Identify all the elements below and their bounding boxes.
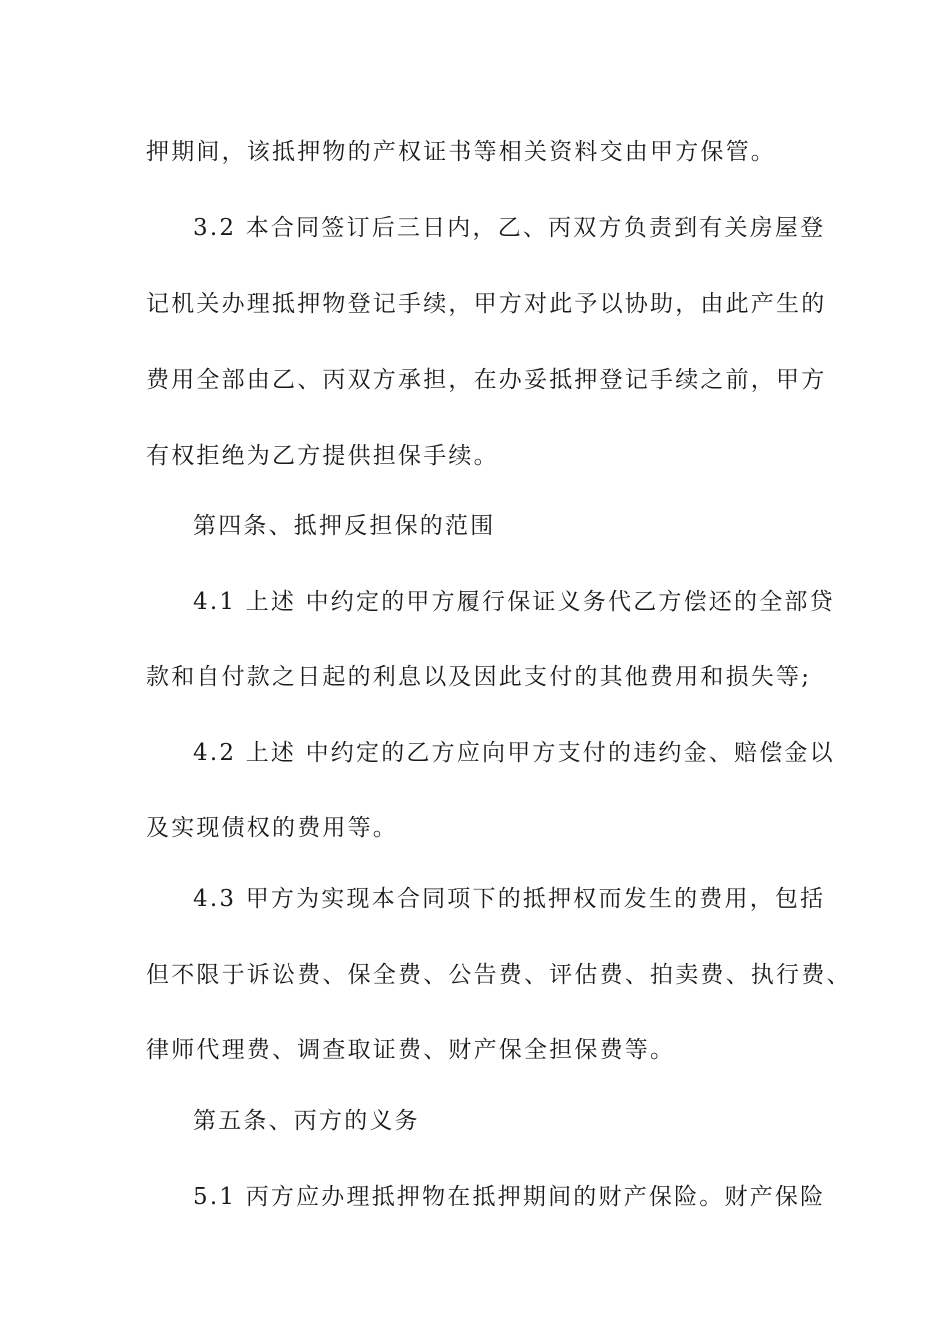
paragraph-line: 但不限于诉讼费、保全费、公告费、评估费、拍卖费、执行费、	[146, 962, 852, 988]
paragraph-line: 有权拒绝为乙方提供担保手续。	[146, 443, 499, 469]
paragraph-line: 费用全部由乙、丙双方承担，在办妥抵押登记手续之前，甲方	[146, 367, 827, 393]
paragraph-line: 律师代理费、调查取证费、财产保全担保费等。	[146, 1037, 676, 1063]
paragraph-line: 押期间，该抵押物的产权证书等相关资料交由甲方保管。	[146, 139, 776, 165]
clause-3-2-line: 3.2 本合同签订后三日内，乙、丙双方负责到有关房屋登	[193, 215, 826, 241]
paragraph-line: 款和自付款之日起的利息以及因此支付的其他费用和损失等;	[146, 664, 812, 690]
article-4-heading: 第四条、抵押反担保的范围	[193, 513, 496, 539]
clause-4-2-line: 4.2 上述 中约定的乙方应向甲方支付的违约金、赔偿金以	[193, 740, 835, 766]
paragraph-line: 记机关办理抵押物登记手续，甲方对此予以协助，由此产生的	[146, 291, 827, 317]
article-5-heading: 第五条、丙方的义务	[193, 1108, 420, 1134]
clause-5-1-line: 5.1 丙方应办理抵押物在抵押期间的财产保险。财产保险	[193, 1184, 826, 1210]
paragraph-line: 及实现债权的费用等。	[146, 815, 398, 841]
clause-4-3-line: 4.3 甲方为实现本合同项下的抵押权而发生的费用，包括	[193, 886, 826, 912]
clause-4-1-line: 4.1 上述 中约定的甲方履行保证义务代乙方偿还的全部贷	[193, 589, 835, 615]
